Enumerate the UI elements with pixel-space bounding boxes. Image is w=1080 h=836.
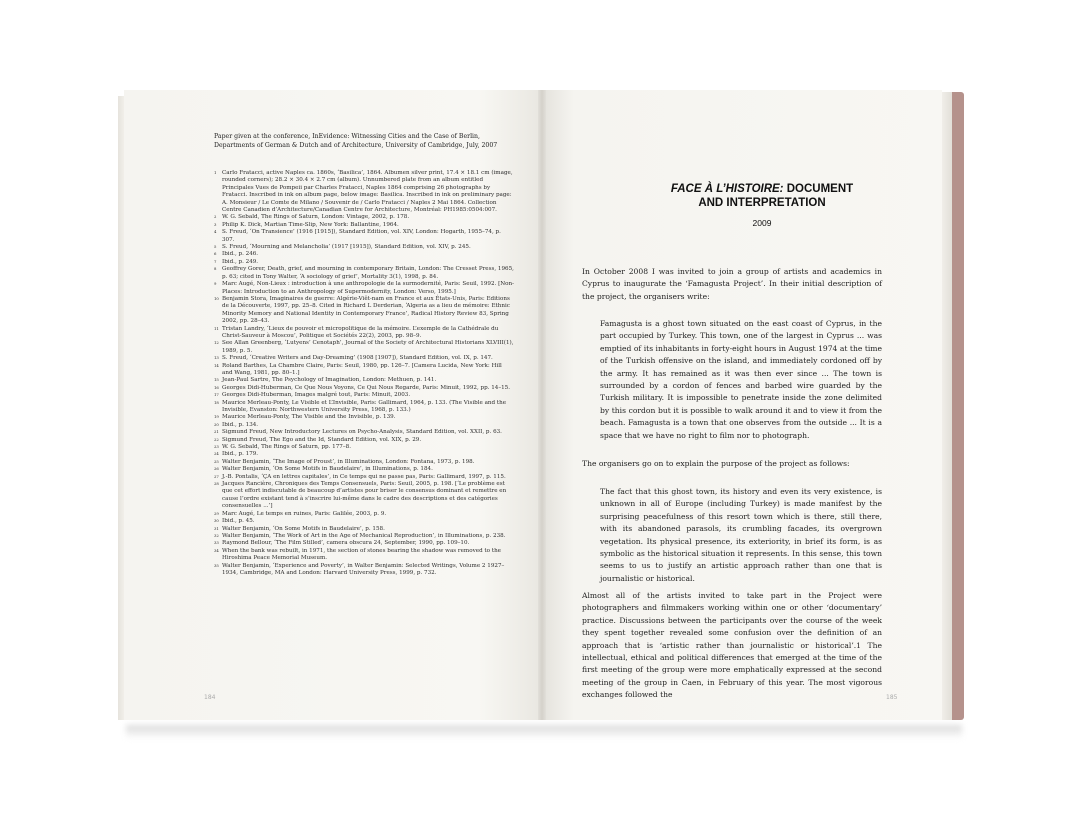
endnote-item xyxy=(214,437,514,444)
endnote-item xyxy=(214,259,514,266)
endnote-item xyxy=(214,518,514,525)
book-back-cover xyxy=(950,92,964,720)
endnote-number: 1 xyxy=(214,170,217,175)
endnotes-list xyxy=(214,170,514,577)
endnote-item xyxy=(214,326,514,341)
endnote-number: 5 xyxy=(214,244,217,250)
endnote-number: 27 xyxy=(214,473,219,479)
endnote-number: 23 xyxy=(214,444,219,450)
block-quote-2: The fact that this ghost town, its history and even its very existence, is unknown in all of Europe (including Turkey) is made manifest by the surprising peacefulness of this resort town which is there, still there, with its abandoned parasols, its crumbling facades, its overgrown vegetation. Its physical presence, its exteriority, in brief its form, is as symbolic as the historical situation it represents. In this sense, this town seems to us to justify an artistic approach rather than one that is journalistic or historical. xyxy=(600,487,882,583)
endnote-text: Philip K. Dick, Martian Time-Slip, New York: Ballantine, 1964. xyxy=(222,221,399,228)
endnote-text: Walter Benjamin, ‘The Image of Proust’, in Illuminations, London: Fontana, 1973, p. 198. xyxy=(222,458,475,465)
essay-title-rest: DOCUMENT xyxy=(783,183,854,195)
endnote-item xyxy=(214,548,514,563)
endnote-number: 29 xyxy=(214,510,219,516)
endnote-number: 31 xyxy=(214,525,219,531)
endnote-text: S. Freud, ‘Mourning and Melancholia’ (1917 [1915]), Standard Edition, vol. XIV, p. 245. xyxy=(222,244,471,251)
endnote-text: S. Freud, ‘Creative Writers and Day-Dreaming’ (1908 [1907]), Standard Edition, vol. IX, p. 147. xyxy=(222,355,493,362)
essay-year: 2009 xyxy=(752,218,772,228)
endnote-text: J.-B. Pontalis, ‘ÇA en lettres capitales’, in Ce temps qui ne passe pas, Paris: Gallimard, 1997, p. 115. xyxy=(222,473,506,480)
endnote-text: Sigmund Freud, The Ego and the Id, Standard Edition, vol. XIX, p. 29. xyxy=(222,436,422,443)
endnote-text: Marc Augé, Non-Lieux : introduction à une anthropologie de la surmodernité, Paris: Seuil, 1992. [Non-Places: Introduction to an Anthropology of Supermodernity, London: Verso, 1995.] xyxy=(222,281,515,295)
right-page xyxy=(542,90,942,720)
essay-title xyxy=(582,182,942,210)
endnote-number: 4 xyxy=(214,229,217,235)
endnote-text: Ibid., p. 249. xyxy=(222,258,259,265)
endnote-text: Tristan Landry, ‘Lieux de pouvoir et micropolitique de la mémoire. L’exemple de la Cathédrale du Christ-Sauveur à Moscou’, Politique et Sociétés 22(2), 2003, pp. 98–9. xyxy=(222,325,499,339)
endnote-number: 34 xyxy=(214,547,219,553)
endnote-item xyxy=(214,429,514,436)
endnote-text: Georges Didi-Huberman, Ce Que Nous Voyons, Ce Qui Nous Regarde, Paris: Minuit, 1992, pp. 14–15. xyxy=(222,384,511,391)
endnote-text: Geoffrey Gorer, Death, grief, and mourning in contemporary Britain, London: The Cresset Press, 1965, p. 63; cited in Tony Walter, ‘A sociology of grief’, Mortality 3(1), 1998, p. 84. xyxy=(222,266,514,280)
endnote-number: 17 xyxy=(214,392,219,398)
endnote-item xyxy=(214,400,514,415)
block-quote-1: Famagusta is a ghost town situated on the east coast of Cyprus, in the part occupied by Turkey. This town, one of the largest in Cyprus ... was emptied of its inhabitants in forty-eight hours in August 1974 at the time of the Turkish offensive on the island, and immediately cordoned off by the army. It has remained as it was then ever since ... The town is surrounded by a cordon of fences and barbed wire guarded by the Turkish military. It is impossible to penetrate inside the zone delimited by this cordon but it is possible to walk around it and to view it from the beach. Famagusta is a town that one observes from the outside ... It is a space that we have no right to film nor to photograph. xyxy=(600,319,882,440)
left-page xyxy=(124,90,542,720)
endnote-text: Walter Benjamin, ‘On Some Motifs in Baudelaire’, p. 158. xyxy=(222,525,385,532)
endnote-item xyxy=(214,281,514,296)
paper-note: Paper given at the conference, InEvidence: Witnessing Cities and the Case of Berlin, Departments of German & Dutch and of Architecture, University of Cambridge, July, 2007 xyxy=(214,133,498,149)
endnote-item xyxy=(214,526,514,533)
endnote-item xyxy=(214,466,514,473)
endnote-item xyxy=(214,392,514,399)
endnote-item xyxy=(214,481,514,511)
paragraph-1: In October 2008 I was invited to join a group of artists and academics in Cyprus to inaugurate the ‘Famagusta Project’. In their initial description of the project, the organisers write: xyxy=(582,267,882,301)
book-spine xyxy=(538,90,546,720)
endnote-number: 3 xyxy=(214,221,217,227)
endnote-item xyxy=(214,214,514,221)
endnote-item xyxy=(214,229,514,244)
endnote-number: 19 xyxy=(214,414,219,420)
endnote-item xyxy=(214,422,514,429)
endnote-text: Georges Didi-Huberman, Images malgré tout, Paris: Minuit, 2003. xyxy=(222,392,411,399)
page-number-left: 184 xyxy=(204,694,216,701)
endnote-number: 22 xyxy=(214,436,219,442)
endnote-number: 30 xyxy=(214,518,219,524)
book-shadow xyxy=(126,725,962,739)
endnote-number: 9 xyxy=(214,281,217,287)
endnote-item xyxy=(214,296,514,326)
endnote-text: W. G. Sebald, The Rings of Saturn, London: Vintage, 2002, p. 178. xyxy=(222,214,410,221)
essay-title-italic: FACE À L’HISTOIRE: xyxy=(670,183,784,195)
endnote-text: Benjamin Stora, Imaginaires de guerre: Algérie-Viêt-nam en France et aux États-Unis, Paris: Editions de la Découverte, 1997, pp. 25–8. Cited in Richard L Derderian, ‘Algeria as a lieu de mémoire: Ethnic Minority Memory and National Identity in Contemporary France’, Radical History Review 83, Spring 2002, pp. 28–43. xyxy=(222,295,510,325)
essay-title-line2: AND INTERPRETATION xyxy=(698,197,826,209)
endnote-text: Carlo Fratacci, active Naples ca. 1860s, ‘Basilica’, 1864. Albumen silver print, 17.4 × 18.1 cm (image, rounded corners); 28.2 × 30.4 × 2.7 cm (album). Unnumbered plate from an album entitled Principales Vues de Pompeii par Charles Fratacci, Naples 1864 comprising 26 photographs by Fratacci. Inscribed in ink on album page, below image: Basilica. Inscribed in ink on preliminary page: A. Monsieur / Le Comte de Milano / Souvenir de / Carlo Fratacci / Naples 2 Mai 1864. Collection Centre Canadien d’Architecture/Canadian Centre for Architecture, Montréal: PH1985:0504:007. xyxy=(222,170,513,214)
endnote-item xyxy=(214,355,514,362)
endnote-item xyxy=(214,511,514,518)
endnote-item xyxy=(214,251,514,258)
endnote-text: When the bank was rebuilt, in 1971, the section of stones bearing the shadow was removed to the Hiroshima Peace Memorial Museum. xyxy=(222,547,501,562)
endnote-item xyxy=(214,340,514,355)
endnote-item xyxy=(214,170,514,214)
endnote-text: Walter Benjamin, ‘On Some Motifs in Baudelaire’, in Illuminations, p. 184. xyxy=(222,466,433,473)
endnote-number: 10 xyxy=(214,295,219,301)
endnote-item xyxy=(214,451,514,458)
endnote-number: 32 xyxy=(214,532,219,538)
endnote-item xyxy=(214,266,514,281)
endnote-text: Ibid., p. 246. xyxy=(222,251,259,258)
endnote-number: 26 xyxy=(214,466,219,472)
endnote-number: 21 xyxy=(214,429,219,435)
endnote-number: 14 xyxy=(214,362,219,368)
endnote-text: Raymond Bellour, ‘The Film Stilled’, camera obscura 24, September, 1990, pp. 109–10. xyxy=(222,540,470,547)
endnote-text: Ibid., p. 45. xyxy=(222,518,255,525)
endnote-text: Ibid., p. 134. xyxy=(222,421,259,428)
page-number-right: 185 xyxy=(886,694,898,701)
endnote-number: 16 xyxy=(214,384,219,390)
endnote-item xyxy=(214,377,514,384)
endnote-item xyxy=(214,444,514,451)
endnote-item xyxy=(214,363,514,378)
endnote-number: 12 xyxy=(214,340,219,346)
endnote-text: Sigmund Freud, New Introductory Lectures on Psycho-Analysis, Standard Edition, vol. XXII, p. 63. xyxy=(222,429,502,436)
endnote-number: 13 xyxy=(214,355,219,361)
endnote-number: 11 xyxy=(214,325,219,331)
endnote-text: Jean-Paul Sartre, The Psychology of Imagination, London: Methuen, p. 141. xyxy=(222,377,437,384)
endnote-item xyxy=(214,414,514,421)
endnote-item xyxy=(214,244,514,251)
endnote-item xyxy=(214,474,514,481)
endnote-number: 8 xyxy=(214,266,217,272)
endnote-number: 20 xyxy=(214,421,219,427)
endnote-item xyxy=(214,540,514,547)
endnote-number: 6 xyxy=(214,251,217,257)
endnote-text: Walter Benjamin, ‘Experience and Poverty’, in Walter Benjamin: Selected Writings, Volume 2 1927–1934, Cambridge, MA and London: Harvard University Press, 1999, p. 732. xyxy=(222,562,505,576)
paragraph-3: Almost all of the artists invited to take part in the Project were photographers and filmmakers working within one or other ‘documentary’ practice. Discussions between the participants over the course of the week they spent together revealed some confusion over the definition of an approach that is ‘artistic rather than journalistic or historical’.1 The intellectual, ethical and political differences that emerged at the time of the first meeting of the group were more emphatically expressed at the second meeting of the group in Caen, in February of this year. The most vigorous exchanges followed the xyxy=(582,591,882,700)
paragraph-2: The organisers go on to explain the purpose of the project as follows: xyxy=(582,459,850,468)
endnote-text: Jacques Rancière, Chroniques des Temps Consensuels, Paris: Seuil, 2005, p. 198. [‘Le problème est que cet effort indiscutable de beaucoup d’artistes pour briser le consensus dominant et remettre en cause l’ordre existant tend à s’inscrire lui-même dans le cadre des descriptions et des catégories consensuelles ...’] xyxy=(222,481,507,510)
endnote-number: 18 xyxy=(214,399,219,405)
endnote-text: Ibid., p. 179. xyxy=(222,451,259,458)
endnote-text: S. Freud, ‘On Transience’ (1916 [1915]), Standard Edition, vol. XIV, London: Hogarth, 1955–74, p. 307. xyxy=(222,229,501,243)
endnote-number: 7 xyxy=(214,258,217,264)
endnote-text: Marc Augé, Le temps en ruines, Paris: Galilée, 2003, p. 9. xyxy=(222,510,387,517)
endnote-number: 33 xyxy=(214,540,219,546)
endnote-number: 28 xyxy=(214,481,219,487)
endnote-text: Roland Barthes, La Chambre Claire, Paris: Seuil, 1980, pp. 126–7. [Camera Lucida, New York: Hill and Wang, 1981, pp. 80–1.] xyxy=(222,362,502,376)
endnote-number: 2 xyxy=(214,214,217,220)
endnote-number: 24 xyxy=(214,451,219,457)
endnote-text: W. G. Sebald, The Rings of Saturn, pp. 177–8. xyxy=(222,444,351,451)
endnote-number: 35 xyxy=(214,562,219,568)
endnote-item xyxy=(214,563,514,578)
endnote-number: 25 xyxy=(214,458,219,464)
endnote-text: Walter Benjamin, ‘The Work of Art in the Age of Mechanical Reproduction’, in Illuminations, p. 238. xyxy=(222,532,506,539)
endnote-text: See Allan Greenberg, ‘Lutyens’ Cenotaph’, Journal of the Society of Architectural Historians XLVIII(1), 1989, p. 5. xyxy=(222,340,514,354)
endnote-number: 15 xyxy=(214,377,219,383)
endnote-text: Maurice Merleau-Ponty, The Visible and the Invisible, p. 139. xyxy=(222,414,396,421)
endnote-text: Maurice Merleau-Ponty, Le Visible et L’Invisible, Paris: Gallimard, 1964, p. 133. (The Visible and the Invisible, Evanston: Northwestern University Press, 1968, p. 133.) xyxy=(222,399,507,413)
